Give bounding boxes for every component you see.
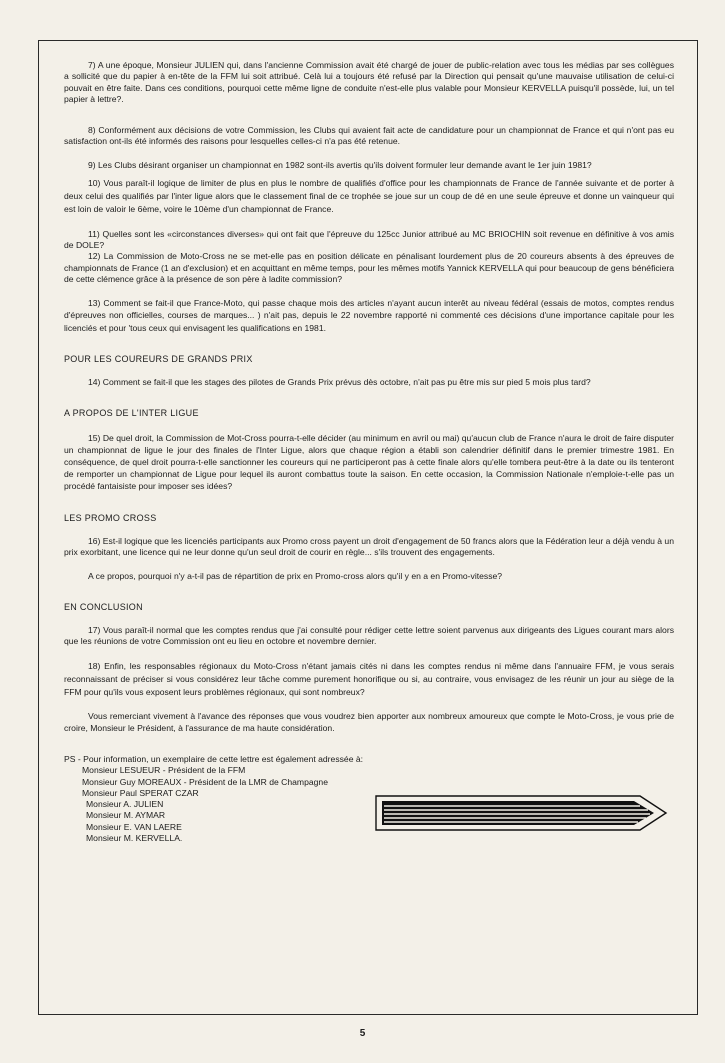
paragraph-15: 15) De quel droit, la Commission de Mot-Cross pourra-t-elle décider (au minimum en avril ou mai) qu'aucun club de France n'aura le droit de faire disputer un championnat de ligue le jour des finales de l'Inter Ligue, alors que chaque région a établi son calendrier définitif dans le premier trimestre 1981. En conséquence, de quel droit pourra-t-elle sanctionner les coureurs qui ne participeront pas à cette finale alors qu'elle tombera peut-être à la date ou ils tenteront de remporter un championnat de Ligue pour lequel ils auront combattus toute la saison. En cette occasion, la Commission Nationale n'emploie-t-elle pas un procédé fantaisiste pour imposer ses idées?	[64, 432, 674, 492]
paragraph-18: 18) Enfin, les responsables régionaux du Moto-Cross n'étant jamais cités ni dans les comptes rendus ni même dans l'annuaire FFM, je vous serais reconnaissant de préciser si vous considérez leur tâche comme purement honorifique ou si, au contraire, vous envisagez de les réunir un jour au siège de la FFM pour qu'ils vous exposent leurs problèmes régionaux, qui sont nombreux?	[64, 660, 674, 698]
recipient: Monsieur M. KERVELLA.	[86, 833, 183, 844]
paragraph-16: 16) Est-il logique que les licenciés participants aux Promo cross payent un droit d'engagement de 50 francs alors que la Fédération leur a déjà vendu à un prix exorbitant, une licence qui ne leur donne qu'un seul droit de courir en règle... s'ils trouvent des engagements.	[64, 535, 674, 558]
striped-banner-emblem	[370, 792, 670, 834]
recipient: Monsieur Paul SPERAT CZAR	[82, 787, 199, 798]
postscript-intro: PS - Pour information, un exemplaire de cette lettre est également adressée à:	[64, 753, 364, 764]
recipient: Monsieur Guy MOREAUX - Président de la LMR de Champagne	[82, 776, 328, 787]
paragraph-8: 8) Conformément aux décisions de votre Commission, les Clubs qui avaient fait acte de candidature pour un championnat de France et qui n'ont pas eu satisfaction ont-ils été informés des raisons pour lesquelles celles-ci n'a pas été retenue.	[64, 125, 674, 147]
heading-grands-prix: POUR LES COUREURS DE GRANDS PRIX	[64, 353, 253, 364]
postscript	[64, 754, 674, 844]
paragraph-17: 17) Vous paraît-il normal que les comptes rendus que j'ai consulté pour rédiger cette lettre soient parvenus aux dirigeants des Ligues courant mars alors que les réunions de votre Commission ont eu lieu en octobre et novembre dernier.	[64, 625, 674, 647]
paragraph-13: 13) Comment se fait-il que France-Moto, qui passe chaque mois des articles n'ayant aucun interêt au niveau fédéral (essais de motos, comptes rendus d'épreuves non officielles, courses de marques... ) n'ait pas, depuis le 22 novembre rapporté ni commenté ces décisions d'une importance capitale pour les licenciés et pour 'tous ceux qui envisagent les qualifications en 1981.	[64, 298, 674, 333]
heading-conclusion: EN CONCLUSION	[64, 601, 143, 612]
recipient: Monsieur A. JULIEN	[86, 799, 164, 810]
paragraph-11: 11) Quelles sont les «circonstances diverses» qui ont fait que l'épreuve du 125cc Junior attribué au MC BRIOCHIN soit revenue en définitive à vos amis de DOLE?	[64, 228, 674, 250]
heading-inter-ligue: A PROPOS DE L'INTER LIGUE	[64, 408, 199, 419]
paragraph-9: 9) Les Clubs désirant organiser un championnat en 1982 sont-ils avertis qu'ils doivent formuler leur demande avant le 1er juin 1981?	[88, 159, 592, 170]
paragraph-14: 14) Comment se fait-il que les stages des pilotes de Grands Prix prévus dès octobre, n'ait pas pu être mis sur pied 5 mois plus tard?	[88, 377, 591, 388]
paragraph-12: 12) La Commission de Moto-Cross ne se met-elle pas en position délicate en pénalisant lourdement plus de 20 coureurs absents à des épreuves de championnats de France (1 an d'exclusion) et en acquittant en même temps, pour les mêmes motifs Yannick KERVELLA qui pour beaucoup de gens bénéficiera de cette clémence grâce à la présence de son père à ladite commission?	[64, 251, 674, 284]
heading-promo-cross: LES PROMO CROSS	[64, 512, 157, 523]
letter-body	[64, 60, 674, 844]
paragraph-7: 7) A une époque, Monsieur JULIEN qui, dans l'ancienne Commission avait été chargé de jouer de public-relation avec tous les médias par ses collègues a sollicité que du papier à en-tête de la FFM lui soit attribué. Celà lui a toujours été refusé par la Direction qui pensait qu'une mauvaise utilisation de celui-ci pouvait en être faite. Dans ces conditions, pourquoi cette même ligne de conduite n'est-elle plus valable pour Monsieur KERVELLA puisqu'il possède, lui, un tel papier à lettre?.	[64, 60, 674, 104]
closing-paragraph: Vous remerciant vivement à l'avance des réponses que vous voudrez bien apporter aux nombreux amoureux que compte le Moto-Cross, je vous prie de croire, Monsieur le Président, à l'assurance de ma haute considération.	[64, 711, 674, 733]
paragraph-10: 10) Vous paraît-il logique de limiter de plus en plus le nombre de qualifiés d'office pour les championnats de France de l'année suivante et de porter à deux celui des qualifiés par l'inter ligue alors que le classement final de ce trophée se joue sur un coup de dé en une seule épreuve et donne un vainqueur qui est loin de valoir le 6ème, voire le 10ème d'un championnat de France.	[64, 178, 674, 215]
recipient: Monsieur M. AYMAR	[86, 810, 166, 821]
recipient: Monsieur E. VAN LAERE	[86, 821, 182, 832]
page-number: 5	[359, 1028, 366, 1039]
recipient: Monsieur LESUEUR - Président de la FFM	[82, 765, 246, 776]
paragraph-16b: A ce propos, pourquoi n'y a-t-il pas de répartition de prix en Promo-cross alors qu'il y en a en Promo-vitesse?	[88, 570, 503, 581]
